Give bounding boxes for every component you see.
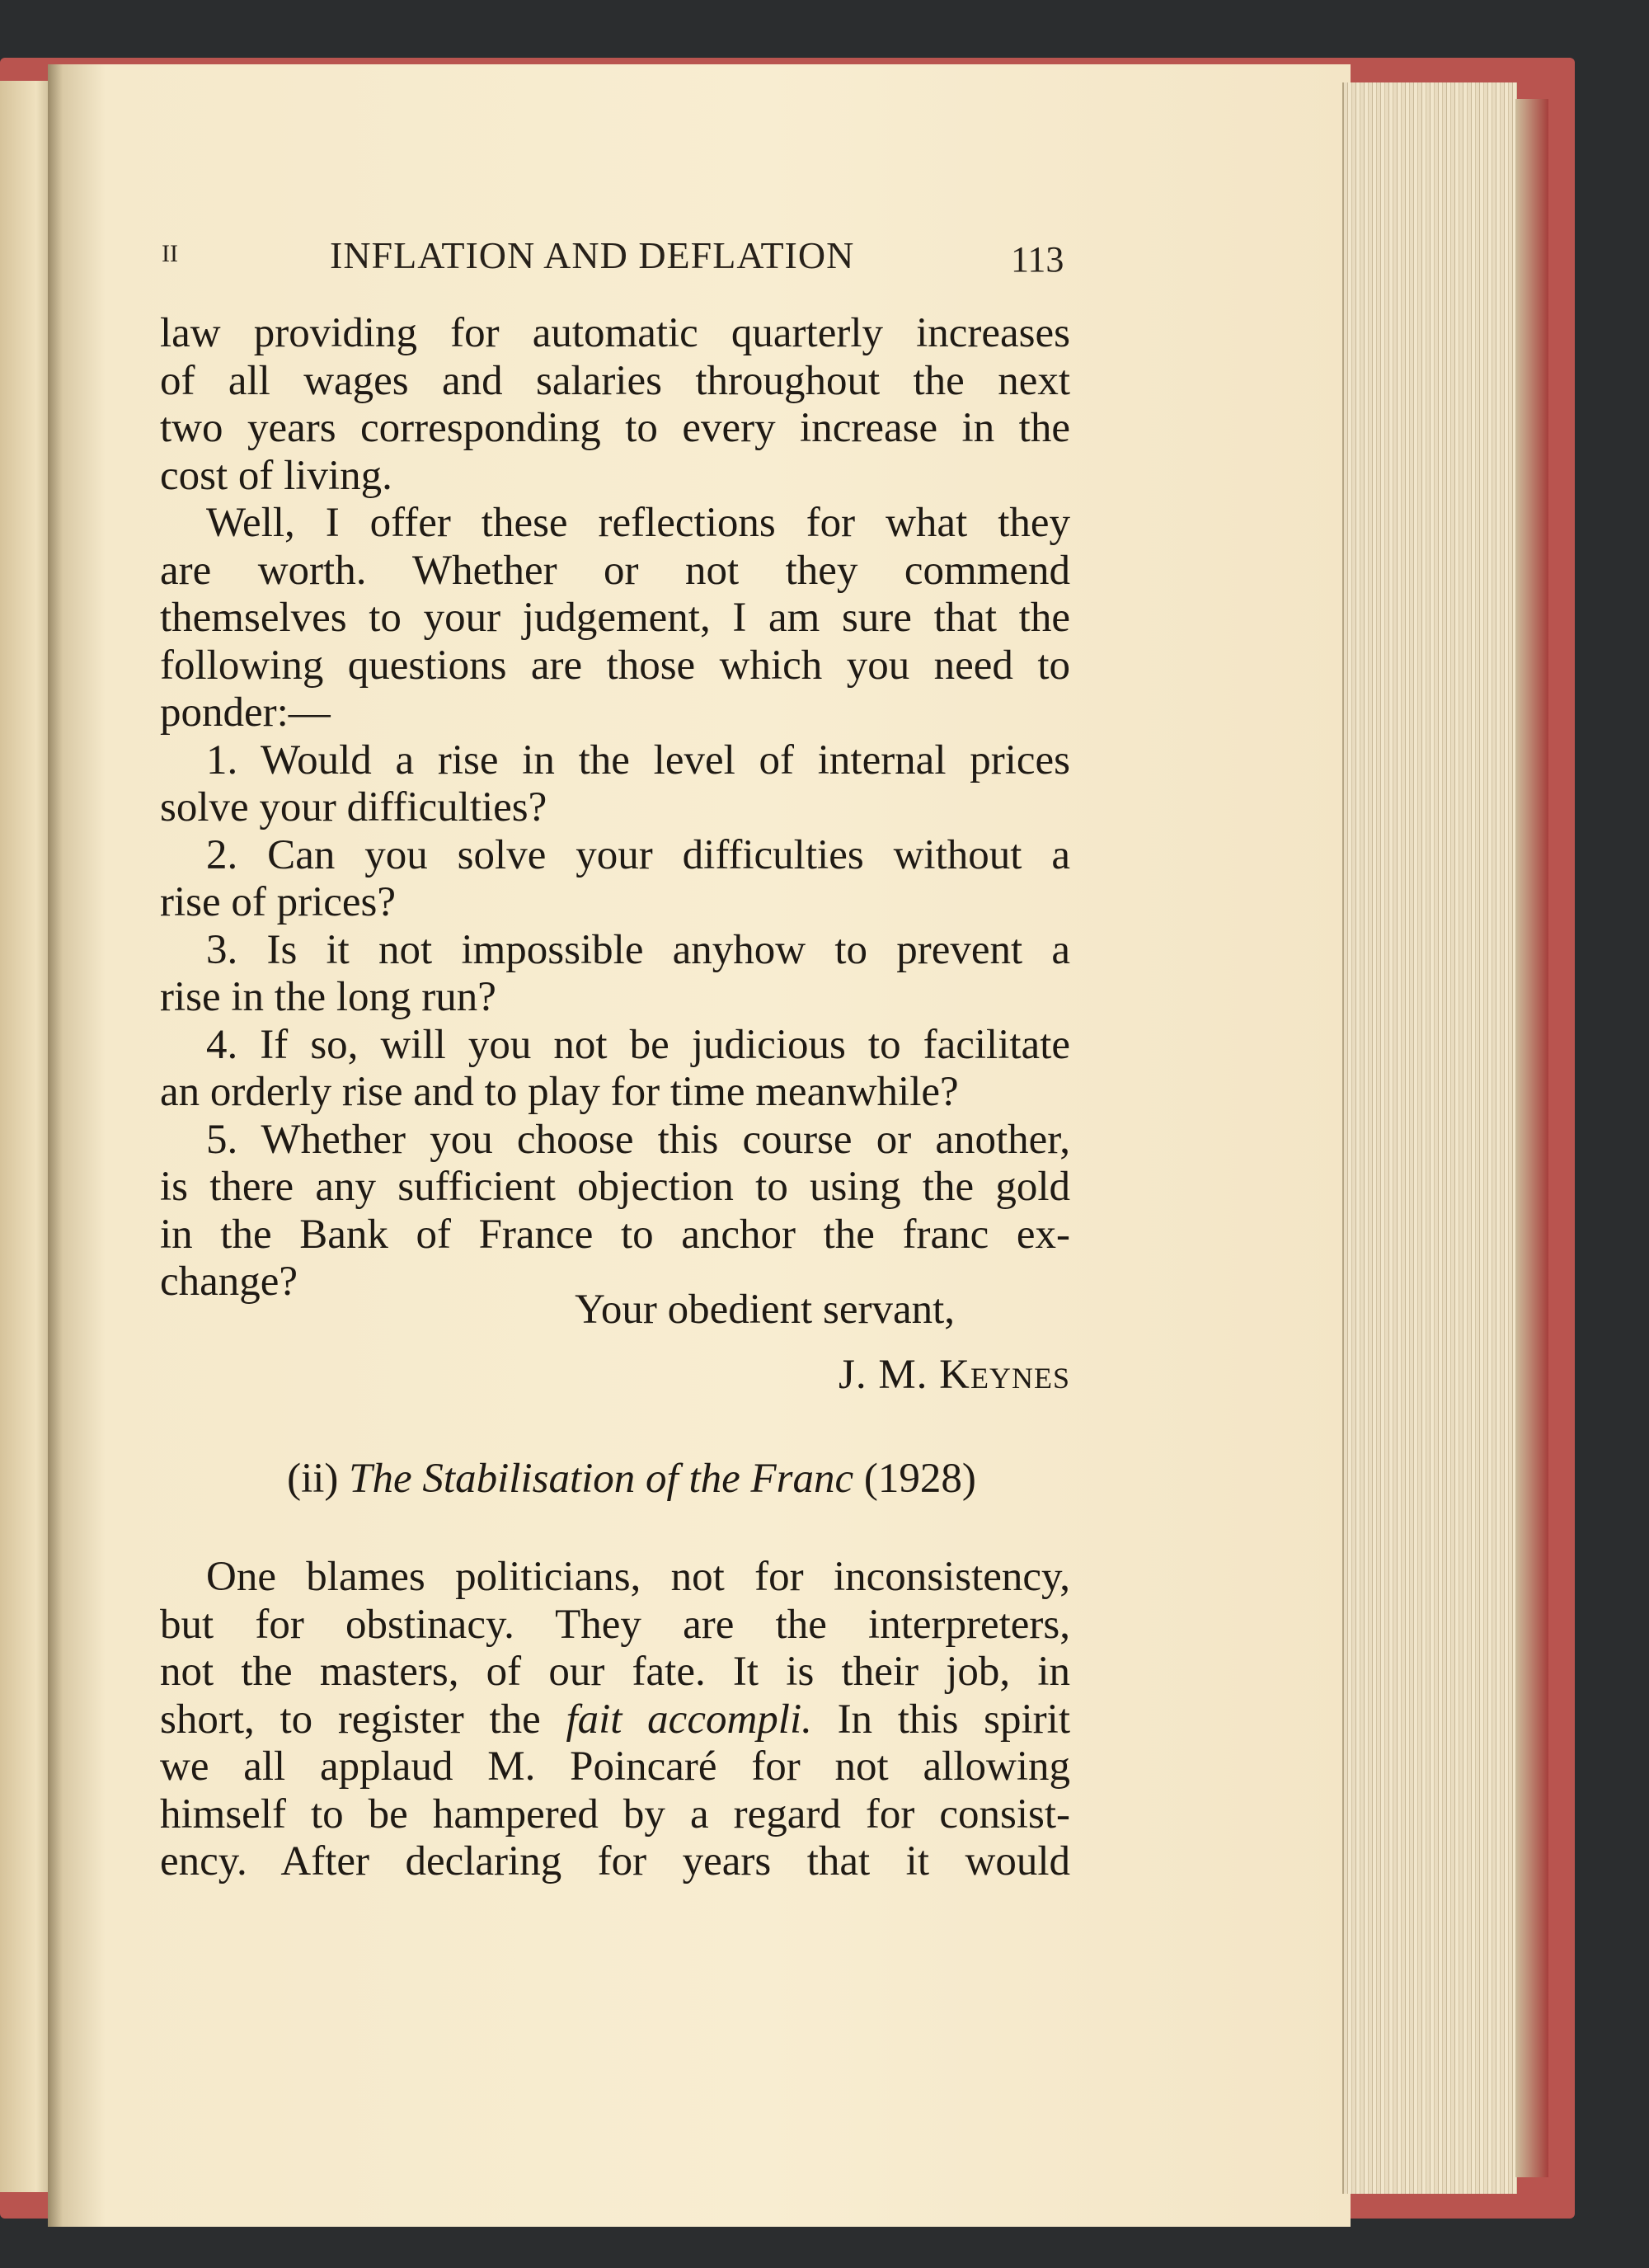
page-edges-shadow — [1515, 99, 1548, 2177]
text-line: ponder:— — [160, 689, 331, 736]
text-line — [160, 1696, 1070, 1744]
text-line: an orderly rise and to play for time meanwhile? — [160, 1069, 959, 1115]
text-line: but for obstinacy. They are the interpreters, — [160, 1601, 1070, 1648]
signature-name: J. M. Keynes — [838, 1352, 1070, 1398]
chapter-number: II — [162, 240, 178, 267]
text-line: themselves to your judgement, I am sure that the — [160, 595, 1070, 641]
text-line: following questions are those which you need to — [160, 642, 1070, 689]
page-number: 113 — [1011, 239, 1064, 280]
text-line: is there any sufficient objection to using the gold — [160, 1164, 1070, 1210]
text-line: two years corresponding to every increase in the — [160, 405, 1070, 451]
italic-phrase: fait accompli. — [566, 1696, 812, 1743]
question-4: 4. If so, will you not be judicious to facilitate — [206, 1021, 1070, 1068]
text-line: solve your difficulties? — [160, 784, 547, 831]
text-segment: short, to register the — [160, 1696, 541, 1743]
text-line: change? — [160, 1259, 298, 1305]
page-edges — [1342, 82, 1517, 2194]
running-head — [162, 233, 1069, 283]
letter-signature — [160, 1352, 1070, 1400]
text-line: of all wages and salaries throughout the next — [160, 357, 1070, 404]
section-number: (ii) — [287, 1455, 339, 1502]
text-line: in the Bank of France to anchor the franc ex- — [160, 1211, 1070, 1258]
text-line: are worth. Whether or not they commend — [160, 547, 1070, 594]
text-line: rise in the long run? — [160, 974, 496, 1020]
section-title: The Stabilisation of the Franc — [349, 1455, 854, 1502]
text-line: law providing for automatic quarterly increases — [160, 310, 1070, 356]
question-1: 1. Would a rise in the level of internal prices — [206, 736, 1070, 783]
text-line: not the masters, of our fate. It is their job, in — [160, 1649, 1070, 1695]
question-2: 2. Can you solve your difficulties without a — [206, 831, 1070, 878]
text-line: cost of living. — [160, 452, 392, 499]
text-line: Well, I offer these reflections for what they — [206, 500, 1070, 546]
section-year: (1928) — [863, 1455, 976, 1502]
text-line: rise of prices? — [160, 879, 397, 925]
text-line: One blames politicians, not for inconsistency, — [206, 1554, 1070, 1600]
section-heading — [160, 1456, 1070, 1503]
question-3: 3. Is it not impossible anyhow to prevent a — [206, 926, 1070, 973]
text-line: ency. After declaring for years that it would — [160, 1838, 1070, 1885]
page-text — [160, 310, 1070, 1886]
question-5: 5. Whether you choose this course or another, — [206, 1116, 1070, 1163]
text-line: we all applaud M. Poincaré for not allowing — [160, 1743, 1070, 1790]
letter-closing: Your obedient servant, — [575, 1286, 955, 1333]
running-title: INFLATION AND DEFLATION — [330, 234, 855, 276]
text-line: himself to be hampered by a regard for consist- — [160, 1790, 1070, 1837]
text-segment: In this spirit — [811, 1696, 1070, 1743]
